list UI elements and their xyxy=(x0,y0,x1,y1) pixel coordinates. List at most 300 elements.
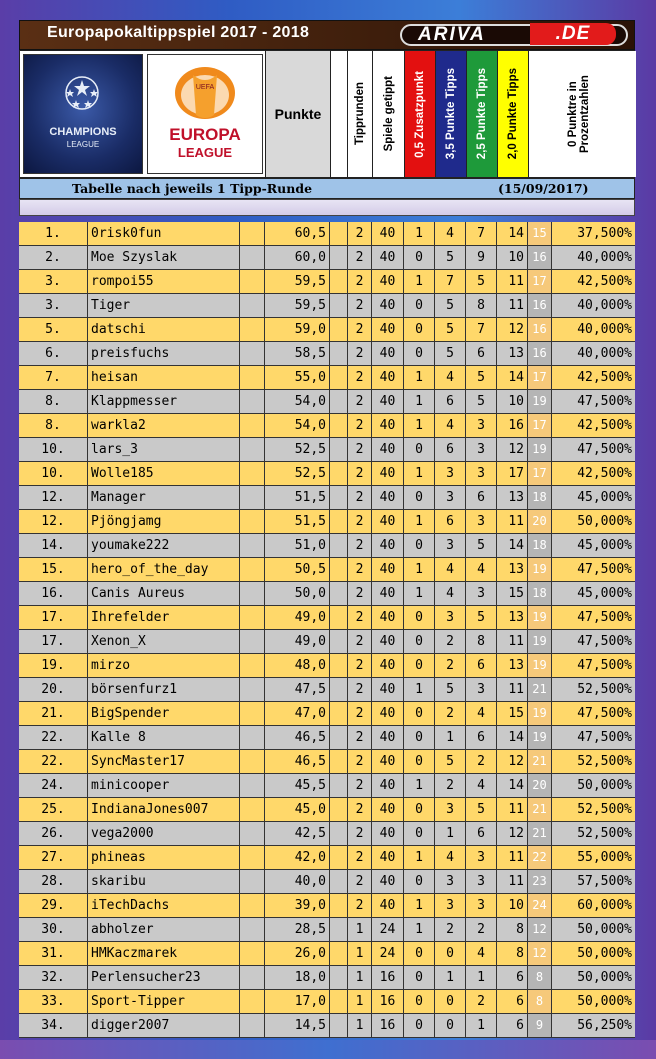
cell-spacer-2 xyxy=(329,462,347,485)
cell-p0: 16 xyxy=(527,318,551,341)
cell-p20: 11 xyxy=(496,846,527,869)
cell-p20: 11 xyxy=(496,510,527,533)
cell-name: Manager xyxy=(87,486,239,509)
header-punkte-label: Punkte xyxy=(274,106,322,122)
cell-p25: 5 xyxy=(465,534,496,557)
cell-tipprunden: 2 xyxy=(347,750,371,773)
cell-zusatz: 0 xyxy=(403,438,434,461)
cell-spiele: 40 xyxy=(371,774,403,797)
cell-spiele: 40 xyxy=(371,654,403,677)
cell-spacer-1 xyxy=(239,270,264,293)
table-row xyxy=(19,798,635,822)
cell-points: 59,5 xyxy=(264,294,329,317)
cell-spacer-2 xyxy=(329,582,347,605)
cell-spiele: 40 xyxy=(371,822,403,845)
cell-rank: 29. xyxy=(41,898,65,913)
cell-p25: 5 xyxy=(465,390,496,413)
cell-points: 42,5 xyxy=(264,822,329,845)
cell-name: rompoi55 xyxy=(87,270,239,293)
cell-name: minicooper xyxy=(87,774,239,797)
cell-p0: 19 xyxy=(527,654,551,677)
cell-spacer-2 xyxy=(329,774,347,797)
cell-percent: 50,000% xyxy=(551,918,635,941)
cell-points: 59,0 xyxy=(264,318,329,341)
cell-rank: 1. xyxy=(45,226,61,241)
cell-rank: 22. xyxy=(41,730,65,745)
cell-p35: 0 xyxy=(434,990,465,1013)
cell-p35: 6 xyxy=(434,390,465,413)
cell-spacer-2 xyxy=(329,558,347,581)
cell-points: 50,5 xyxy=(264,558,329,581)
cell-p20: 12 xyxy=(496,822,527,845)
cell-p0: 22 xyxy=(527,846,551,869)
cell-spacer-2 xyxy=(329,294,347,317)
table-row xyxy=(19,702,635,726)
cell-p35: 4 xyxy=(434,414,465,437)
cell-name: mirzo xyxy=(87,654,239,677)
cell-name: Moe Szyslak xyxy=(87,246,239,269)
cell-zusatz: 0 xyxy=(403,318,434,341)
cell-zusatz: 1 xyxy=(403,414,434,437)
cell-p0: 12 xyxy=(527,942,551,965)
cell-spacer-2 xyxy=(329,990,347,1013)
cell-p20: 6 xyxy=(496,1014,527,1037)
cell-p35: 5 xyxy=(434,750,465,773)
cell-p20: 14 xyxy=(496,222,527,245)
cell-tipprunden: 2 xyxy=(347,246,371,269)
cell-spacer-1 xyxy=(239,846,264,869)
cell-percent: 50,000% xyxy=(551,510,635,533)
cell-p20: 11 xyxy=(496,630,527,653)
cell-p35: 4 xyxy=(434,846,465,869)
cell-tipprunden: 2 xyxy=(347,462,371,485)
cell-spacer-1 xyxy=(239,534,264,557)
cell-spiele: 40 xyxy=(371,870,403,893)
cell-spacer-2 xyxy=(329,534,347,557)
cell-name: digger2007 xyxy=(87,1014,239,1037)
header-zusatzpunkt xyxy=(404,51,435,177)
cell-p20: 14 xyxy=(496,774,527,797)
europa-league-text-1: EUROPA xyxy=(169,125,241,144)
table-row xyxy=(19,438,635,462)
cell-p0: 16 xyxy=(527,342,551,365)
cell-p0: 16 xyxy=(527,294,551,317)
cell-p25: 6 xyxy=(465,654,496,677)
cell-spacer-1 xyxy=(239,510,264,533)
cell-p20: 10 xyxy=(496,894,527,917)
cell-zusatz: 1 xyxy=(403,774,434,797)
cell-spacer-1 xyxy=(239,918,264,941)
cell-percent: 47,500% xyxy=(551,390,635,413)
cell-name: Sport-Tipper xyxy=(87,990,239,1013)
cell-spacer-1 xyxy=(239,246,264,269)
cell-rank: 14. xyxy=(41,538,65,553)
cell-rank: 12. xyxy=(41,514,65,529)
cell-points: 46,5 xyxy=(264,726,329,749)
cell-zusatz: 0 xyxy=(403,990,434,1013)
champions-league-text-1: CHAMPIONS xyxy=(49,126,117,138)
cell-tipprunden: 1 xyxy=(347,918,371,941)
cell-p0: 19 xyxy=(527,390,551,413)
cell-points: 40,0 xyxy=(264,870,329,893)
cell-percent: 60,000% xyxy=(551,894,635,917)
table-row xyxy=(19,678,635,702)
cell-p0: 19 xyxy=(527,558,551,581)
cell-spacer-2 xyxy=(329,510,347,533)
europa-league-logo xyxy=(147,54,263,174)
cell-zusatz: 0 xyxy=(403,246,434,269)
cell-p25: 1 xyxy=(465,966,496,989)
cell-tipprunden: 2 xyxy=(347,438,371,461)
cell-rank: 26. xyxy=(41,826,65,841)
cell-spiele: 40 xyxy=(371,294,403,317)
cell-p35: 5 xyxy=(434,342,465,365)
table-row xyxy=(19,486,635,510)
cell-points: 26,0 xyxy=(264,942,329,965)
cell-p0: 24 xyxy=(527,894,551,917)
cell-percent: 52,500% xyxy=(551,678,635,701)
cell-spiele: 40 xyxy=(371,438,403,461)
table-row xyxy=(19,534,635,558)
cell-zusatz: 1 xyxy=(403,894,434,917)
cell-spiele: 40 xyxy=(371,486,403,509)
cell-spiele: 40 xyxy=(371,678,403,701)
cell-rank: 27. xyxy=(41,850,65,865)
cell-spiele: 40 xyxy=(371,582,403,605)
cell-zusatz: 0 xyxy=(403,654,434,677)
cell-p35: 5 xyxy=(434,246,465,269)
cell-tipprunden: 2 xyxy=(347,654,371,677)
cell-spiele: 40 xyxy=(371,414,403,437)
cell-spacer-2 xyxy=(329,318,347,341)
table-row xyxy=(19,558,635,582)
cell-name: abholzer xyxy=(87,918,239,941)
cell-name: Xenon_X xyxy=(87,630,239,653)
cell-spiele: 16 xyxy=(371,966,403,989)
table-row xyxy=(19,1014,635,1038)
cell-p35: 5 xyxy=(434,294,465,317)
table-row xyxy=(19,630,635,654)
cell-p35: 1 xyxy=(434,726,465,749)
cell-p0: 21 xyxy=(527,798,551,821)
cell-p20: 13 xyxy=(496,654,527,677)
cell-spacer-2 xyxy=(329,894,347,917)
table-subheader xyxy=(19,178,635,199)
cell-spacer-2 xyxy=(329,390,347,413)
cell-tipprunden: 2 xyxy=(347,390,371,413)
cell-spacer-1 xyxy=(239,774,264,797)
cell-p35: 1 xyxy=(434,822,465,845)
cell-p20: 14 xyxy=(496,366,527,389)
cell-spacer-2 xyxy=(329,342,347,365)
cell-p25: 6 xyxy=(465,822,496,845)
cell-p0: 17 xyxy=(527,414,551,437)
cell-rank: 2. xyxy=(45,250,61,265)
cell-rank: 22. xyxy=(41,754,65,769)
cell-points: 51,0 xyxy=(264,534,329,557)
cell-points: 47,5 xyxy=(264,678,329,701)
cell-p35: 6 xyxy=(434,510,465,533)
cell-p25: 2 xyxy=(465,990,496,1013)
cell-name: HMKaczmarek xyxy=(87,942,239,965)
table-row xyxy=(19,654,635,678)
cell-spiele: 40 xyxy=(371,318,403,341)
cell-p25: 9 xyxy=(465,246,496,269)
cell-p20: 6 xyxy=(496,966,527,989)
cell-p0: 17 xyxy=(527,270,551,293)
cell-p25: 3 xyxy=(465,870,496,893)
cell-p0: 15 xyxy=(527,222,551,245)
cell-p20: 15 xyxy=(496,582,527,605)
cell-rank: 31. xyxy=(41,946,65,961)
cell-percent: 42,500% xyxy=(551,414,635,437)
cell-spacer-1 xyxy=(239,1014,264,1037)
cell-zusatz: 1 xyxy=(403,582,434,605)
cell-tipprunden: 2 xyxy=(347,342,371,365)
cell-percent: 57,500% xyxy=(551,870,635,893)
cell-p20: 12 xyxy=(496,750,527,773)
cell-p20: 11 xyxy=(496,870,527,893)
cell-name: iTechDachs xyxy=(87,894,239,917)
cell-spacer-2 xyxy=(329,702,347,725)
cell-p20: 8 xyxy=(496,942,527,965)
cell-rank: 10. xyxy=(41,466,65,481)
cell-rank: 5. xyxy=(45,322,61,337)
cell-zusatz: 1 xyxy=(403,558,434,581)
header-0-punkte xyxy=(528,51,636,177)
cell-spacer-2 xyxy=(329,366,347,389)
cell-spacer-1 xyxy=(239,870,264,893)
table-row xyxy=(19,390,635,414)
cell-tipprunden: 2 xyxy=(347,582,371,605)
cell-tipprunden: 2 xyxy=(347,678,371,701)
cell-p0: 19 xyxy=(527,702,551,725)
cell-zusatz: 1 xyxy=(403,678,434,701)
cell-zusatz: 1 xyxy=(403,366,434,389)
cell-tipprunden: 2 xyxy=(347,534,371,557)
page-title: Europapokaltippspiel 2017 - 2018 xyxy=(47,24,310,41)
cell-name: Perlensucher23 xyxy=(87,966,239,989)
cell-spacer-1 xyxy=(239,558,264,581)
cell-tipprunden: 2 xyxy=(347,294,371,317)
table-row xyxy=(19,222,635,246)
cell-spacer-1 xyxy=(239,222,264,245)
cell-spacer-1 xyxy=(239,414,264,437)
cell-p20: 13 xyxy=(496,342,527,365)
cell-p20: 11 xyxy=(496,270,527,293)
champions-league-logo xyxy=(23,54,143,174)
table-row xyxy=(19,750,635,774)
cell-zusatz: 1 xyxy=(403,390,434,413)
cell-spiele: 40 xyxy=(371,510,403,533)
cell-p25: 6 xyxy=(465,342,496,365)
cell-p20: 8 xyxy=(496,918,527,941)
cell-percent: 45,000% xyxy=(551,534,635,557)
cell-p25: 3 xyxy=(465,462,496,485)
cell-spacer-2 xyxy=(329,942,347,965)
cell-tipprunden: 2 xyxy=(347,870,371,893)
cell-p35: 4 xyxy=(434,366,465,389)
cell-p0: 20 xyxy=(527,774,551,797)
cell-name: Tiger xyxy=(87,294,239,317)
header-zusatz-label: 0,5 Zusatzpunkt xyxy=(414,70,426,158)
cell-rank: 8. xyxy=(45,418,61,433)
header-divider-band xyxy=(19,199,635,216)
cell-name: heisan xyxy=(87,366,239,389)
cell-spiele: 40 xyxy=(371,534,403,557)
table-row xyxy=(19,990,635,1014)
cell-points: 51,5 xyxy=(264,510,329,533)
cell-p0: 18 xyxy=(527,486,551,509)
cell-tipprunden: 2 xyxy=(347,702,371,725)
table-row xyxy=(19,606,635,630)
cell-zusatz: 1 xyxy=(403,222,434,245)
cell-zusatz: 0 xyxy=(403,486,434,509)
table-row xyxy=(19,918,635,942)
cell-spacer-2 xyxy=(329,606,347,629)
cell-spacer-2 xyxy=(329,1014,347,1037)
cell-spiele: 40 xyxy=(371,846,403,869)
cell-tipprunden: 2 xyxy=(347,774,371,797)
table-row xyxy=(19,510,635,534)
cell-p35: 4 xyxy=(434,558,465,581)
cell-points: 18,0 xyxy=(264,966,329,989)
cell-zusatz: 0 xyxy=(403,702,434,725)
cell-tipprunden: 2 xyxy=(347,798,371,821)
cell-p25: 8 xyxy=(465,294,496,317)
header-20-punkte xyxy=(497,51,528,177)
cell-p0: 18 xyxy=(527,582,551,605)
cell-zusatz: 0 xyxy=(403,750,434,773)
standings-table xyxy=(19,222,635,1038)
cell-spacer-1 xyxy=(239,990,264,1013)
europa-league-uefa-text: UEFA xyxy=(195,84,215,91)
cell-spiele: 40 xyxy=(371,750,403,773)
cell-points: 42,0 xyxy=(264,846,329,869)
cell-percent: 50,000% xyxy=(551,774,635,797)
cell-spacer-2 xyxy=(329,750,347,773)
table-row xyxy=(19,270,635,294)
ariva-logo-text: ARIVA xyxy=(418,24,486,45)
cell-p25: 3 xyxy=(465,414,496,437)
table-row xyxy=(19,246,635,270)
cell-percent: 56,250% xyxy=(551,1014,635,1037)
cell-spiele: 40 xyxy=(371,222,403,245)
cell-spacer-2 xyxy=(329,246,347,269)
cell-name: BigSpender xyxy=(87,702,239,725)
cell-percent: 37,500% xyxy=(551,222,635,245)
cell-p25: 5 xyxy=(465,798,496,821)
table-row xyxy=(19,414,635,438)
cell-percent: 47,500% xyxy=(551,558,635,581)
cell-rank: 24. xyxy=(41,778,65,793)
subheader-date: (15/09/2017) xyxy=(498,181,589,196)
cell-spacer-2 xyxy=(329,438,347,461)
cell-zusatz: 0 xyxy=(403,798,434,821)
cell-percent: 45,000% xyxy=(551,486,635,509)
cell-name: datschi xyxy=(87,318,239,341)
cell-spacer-1 xyxy=(239,750,264,773)
cell-name: Ihrefelder xyxy=(87,606,239,629)
cell-p20: 15 xyxy=(496,702,527,725)
cell-p25: 3 xyxy=(465,678,496,701)
cell-p0: 19 xyxy=(527,606,551,629)
cell-tipprunden: 2 xyxy=(347,846,371,869)
cell-spacer-1 xyxy=(239,606,264,629)
cell-spacer-1 xyxy=(239,798,264,821)
cell-spiele: 40 xyxy=(371,702,403,725)
table-row xyxy=(19,870,635,894)
europa-league-text-2: LEAGUE xyxy=(177,145,233,160)
cell-p25: 3 xyxy=(465,438,496,461)
cell-p0: 19 xyxy=(527,726,551,749)
cell-p0: 8 xyxy=(527,990,551,1013)
ariva-logo xyxy=(400,23,630,47)
cell-percent: 40,000% xyxy=(551,246,635,269)
cell-rank: 32. xyxy=(41,970,65,985)
cell-p25: 5 xyxy=(465,606,496,629)
cell-name: SyncMaster17 xyxy=(87,750,239,773)
cell-p20: 10 xyxy=(496,246,527,269)
cell-rank: 25. xyxy=(41,802,65,817)
cell-spiele: 40 xyxy=(371,462,403,485)
bottom-band xyxy=(0,1040,656,1059)
cell-name: preisfuchs xyxy=(87,342,239,365)
cell-name: börsenfurz1 xyxy=(87,678,239,701)
cell-p25: 2 xyxy=(465,918,496,941)
cell-percent: 47,500% xyxy=(551,702,635,725)
cell-percent: 52,500% xyxy=(551,798,635,821)
cell-spiele: 24 xyxy=(371,918,403,941)
cell-name: IndianaJones007 xyxy=(87,798,239,821)
cell-rank: 10. xyxy=(41,442,65,457)
cell-spacer-2 xyxy=(329,630,347,653)
header-spiele-label: Spiele getippt xyxy=(382,76,395,152)
table-row xyxy=(19,318,635,342)
cell-name: 0risk0fun xyxy=(87,222,239,245)
cell-percent: 52,500% xyxy=(551,822,635,845)
cell-tipprunden: 2 xyxy=(347,366,371,389)
cell-spacer-1 xyxy=(239,342,264,365)
cell-percent: 40,000% xyxy=(551,294,635,317)
table-row xyxy=(19,294,635,318)
cell-spacer-1 xyxy=(239,942,264,965)
cell-spacer-1 xyxy=(239,438,264,461)
cell-spiele: 40 xyxy=(371,630,403,653)
cell-p35: 2 xyxy=(434,918,465,941)
cell-percent: 47,500% xyxy=(551,606,635,629)
header-35-punkte xyxy=(435,51,466,177)
cell-p20: 17 xyxy=(496,462,527,485)
cell-p35: 4 xyxy=(434,222,465,245)
cell-spiele: 40 xyxy=(371,390,403,413)
cell-spacer-2 xyxy=(329,822,347,845)
champions-league-text-2: LEAGUE xyxy=(66,140,100,149)
cell-rank: 17. xyxy=(41,634,65,649)
cell-p25: 6 xyxy=(465,486,496,509)
cell-tipprunden: 2 xyxy=(347,222,371,245)
cell-p20: 14 xyxy=(496,534,527,557)
cell-p0: 18 xyxy=(527,534,551,557)
cell-p25: 4 xyxy=(465,558,496,581)
cell-p25: 6 xyxy=(465,726,496,749)
cell-tipprunden: 2 xyxy=(347,894,371,917)
subheader-caption: Tabelle nach jeweils 1 Tipp-Runde xyxy=(72,181,313,196)
cell-tipprunden: 2 xyxy=(347,318,371,341)
cell-tipprunden: 1 xyxy=(347,966,371,989)
cell-points: 45,0 xyxy=(264,798,329,821)
header-p0-label: 0 Punktre in Prozentzahlen xyxy=(566,75,591,153)
